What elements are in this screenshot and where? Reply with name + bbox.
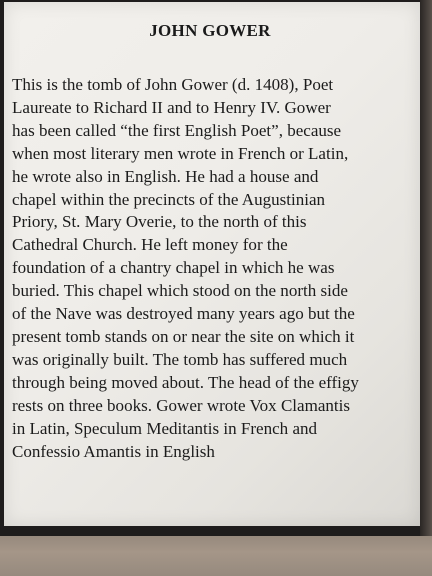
plaque-body — [12, 74, 422, 463]
plaque-line: Cathedral Church. He left money for the — [12, 235, 288, 255]
plaque-line: he wrote also in English. He had a house and — [12, 166, 319, 186]
plaque-card — [4, 2, 420, 526]
plaque-line: Priory, St. Mary Overie, to the north of this — [12, 212, 307, 232]
plaque-line: of the Nave was destroyed many years ago but the — [12, 304, 355, 324]
plaque-line: present tomb stands on or near the site on which it — [12, 326, 355, 346]
plaque-line: chapel within the precincts of the Augustinian — [12, 189, 326, 209]
wall-edge — [420, 0, 432, 536]
plaque-line: foundation of a chantry chapel in which he was — [12, 258, 335, 278]
plaque-line: when most literary men wrote in French or Latin, — [12, 143, 349, 163]
plaque-line: has been called “the first English Poet”, because — [12, 120, 342, 140]
plaque-line: was originally built. The tomb has suffered much — [12, 349, 348, 369]
plaque-line: rests on three books. Gower wrote Vox Clamantis — [12, 395, 351, 415]
plaque-title: JOHN GOWER — [149, 21, 271, 40]
plaque-line: Confessio Amantis in English — [12, 441, 215, 461]
plaque-line: This is the tomb of John Gower (d. 1408), Poet — [12, 75, 334, 94]
plaque-line: buried. This chapel which stood on the north side — [12, 281, 348, 301]
plaque-line: in Latin, Speculum Meditantis in French and — [12, 418, 318, 438]
plaque-line: through being moved about. The head of the effigy — [12, 372, 359, 392]
plaque-line: Laureate to Richard II and to Henry IV. Gower — [12, 97, 331, 117]
